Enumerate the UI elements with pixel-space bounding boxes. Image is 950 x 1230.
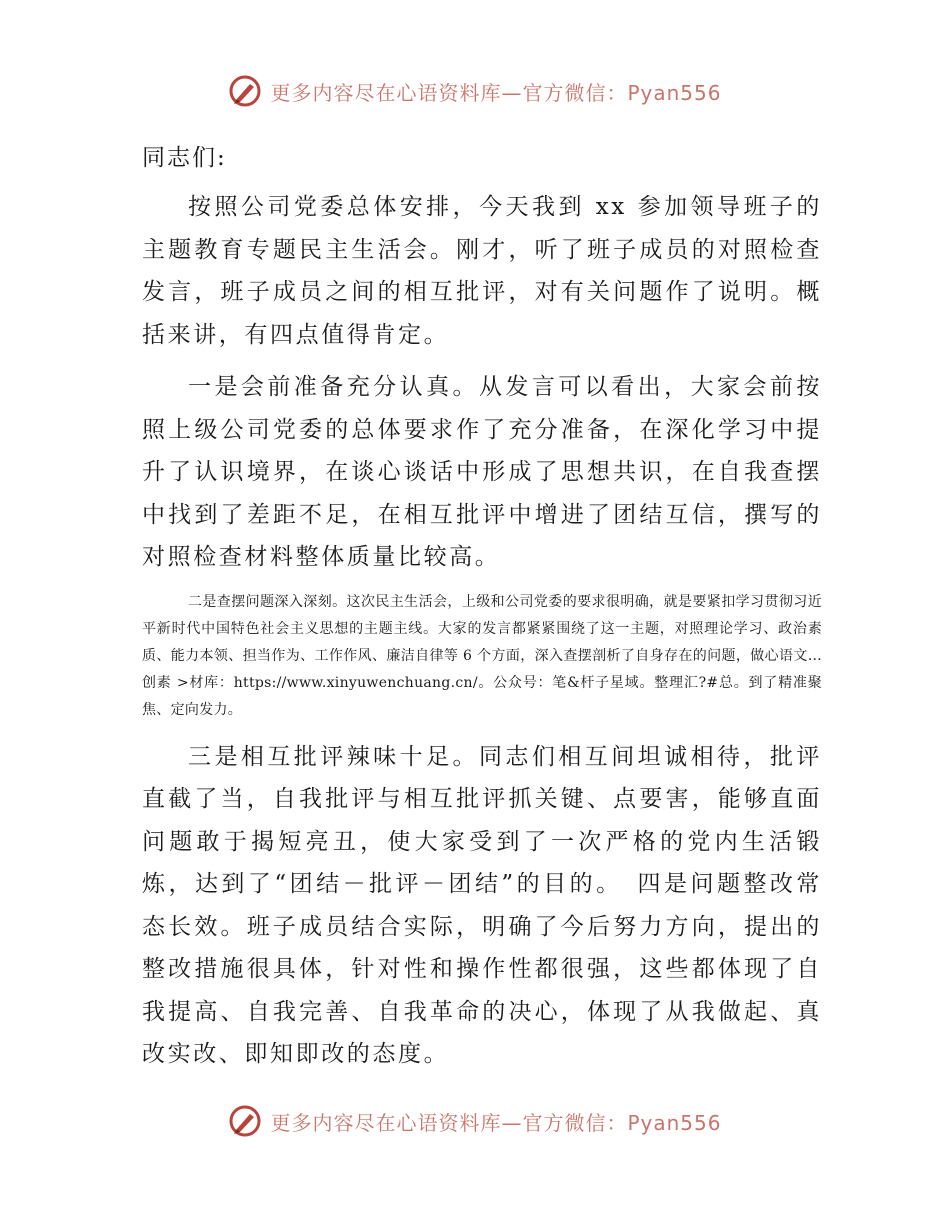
paragraph-intro: 按照公司党委总体安排，今天我到 xx 参加领导班子的主题教育专题民主生活会。刚才，听了班子成员的对照检查发言，班子成员之间的相互批评，对有关问题作了说明。概括来讲，有四点值得肯定。 bbox=[142, 194, 822, 348]
footer-watermark bbox=[0, 1096, 950, 1146]
greeting: 同志们: bbox=[142, 145, 227, 171]
header-watermark bbox=[0, 66, 950, 116]
pen-logo-icon bbox=[228, 1104, 262, 1138]
pen-logo-icon bbox=[228, 74, 262, 108]
footer-banner-text: 更多内容尽在心语资料库—官方微信：Pyan556 bbox=[270, 1110, 722, 1135]
paragraph-point-three-four: 三是相互批评辣味十足。同志们相互间坦诚相待，批评直截了当，自我批评与相互批评抓关键、点要害，能够直面问题敢于揭短亮丑，使大家受到了一次严格的党内生活锻炼，达到了“团结－批评－团结”的目的。 四是问题整改常态长效。班子成员结合实际，明确了今后努力方向，提出的整改措施很具体，针对性和操作性都很强，这些都体现了自我提高、自我完善、自我革命的决心，体现了从我做起、真改实改、即知即改的态度。 bbox=[142, 743, 822, 1067]
document-body bbox=[142, 138, 822, 1086]
paragraph-point-one: 一是会前准备充分认真。从发言可以看出，大家会前按照上级公司党委的总体要求作了充分准备，在深化学习中提升了认识境界，在谈心谈话中形成了思想共识，在自我查摆中找到了差距不足，在相互批评中增进了团结互信，撰写的对照检查材料整体质量比较高。 bbox=[142, 374, 822, 570]
header-banner-text: 更多内容尽在心语资料库—官方微信：Pyan556 bbox=[270, 80, 722, 105]
paragraph-point-two: 二是查摆问题深入深刻。这次民主生活会，上级和公司党委的要求很明确，就是要紧扣学习贯彻习近平新时代中国特色社会主义思想的主题主线。大家的发言都紧紧围绕了这一主题，对照理论学习、政治素质、能力本领、担当作为、工作作风、廉洁自律等 6 个方面，深入查摆剖析了自身存在的问题，做心语文…创素 >材库：https://www.xinyuwenchuang.cn/。公众号：笔&杆子星域。整理汇?#总。到了精准聚焦、定向发力。 bbox=[142, 593, 822, 718]
